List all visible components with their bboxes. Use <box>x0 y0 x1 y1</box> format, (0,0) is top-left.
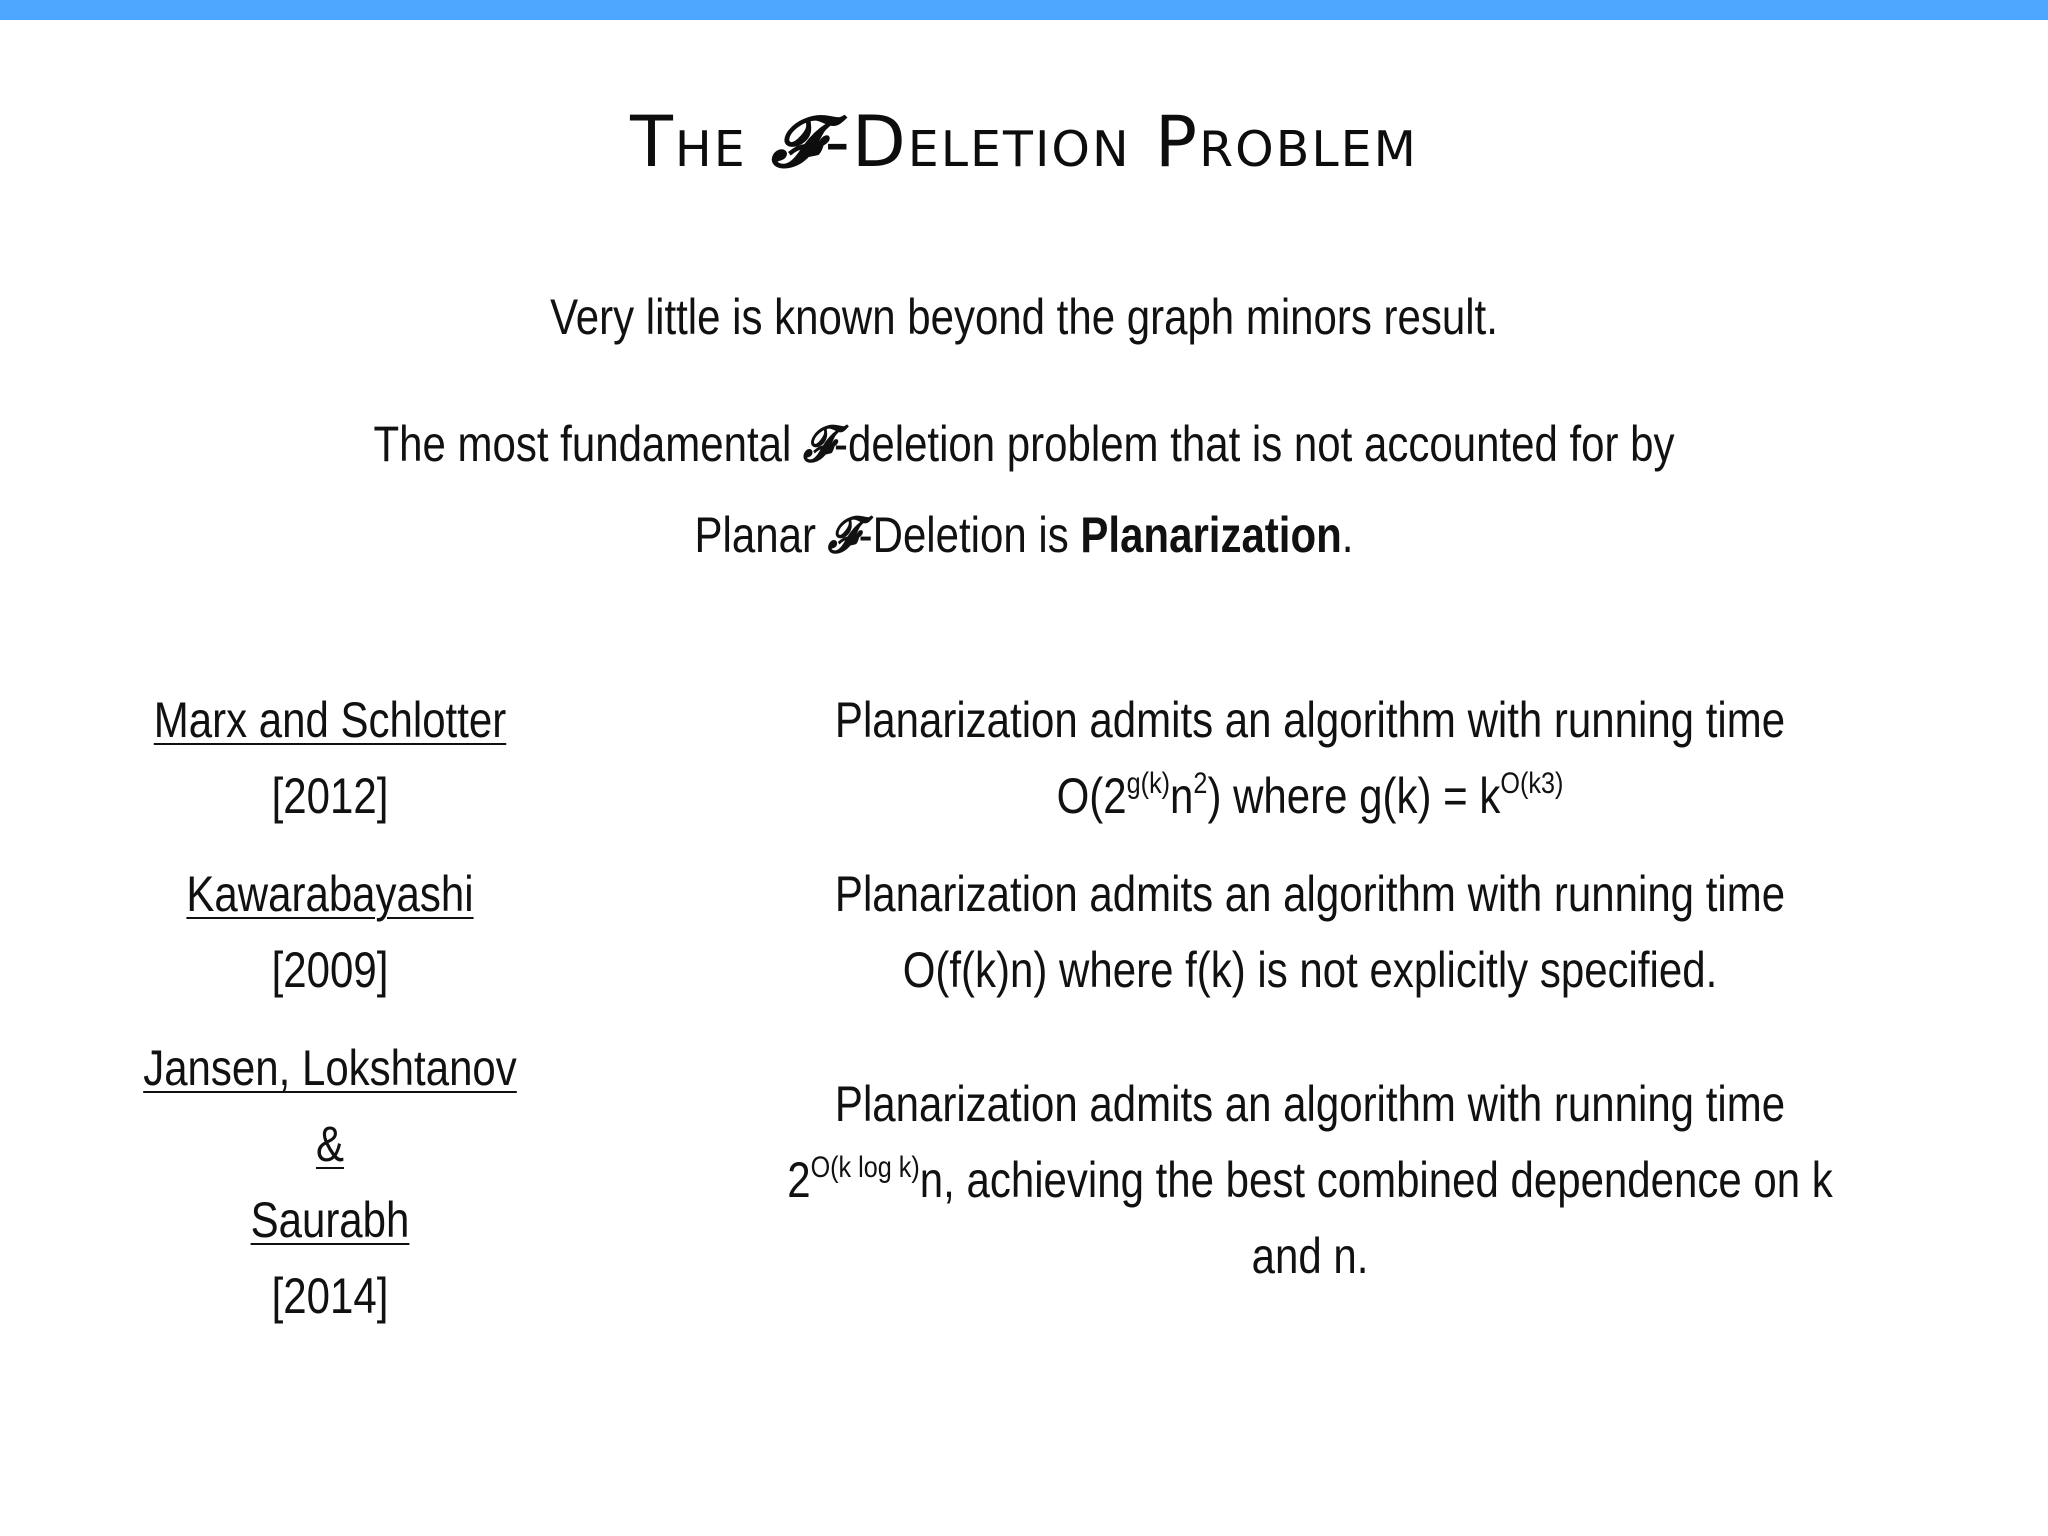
fundamental-script-f-symbol: 𝓕 <box>803 414 835 473</box>
reference-link-saurabh[interactable]: Saurabh <box>250 1192 410 1248</box>
complexity-part: O(2 <box>1056 768 1127 824</box>
result-description-1 <box>747 682 1873 834</box>
reference-year: [2014] <box>271 1268 389 1324</box>
fundamental-text-b: -deletion problem that is not accounted for by <box>834 416 1675 472</box>
result-complexity-line <box>747 758 1873 834</box>
title-suffix: -Deletion Problem <box>824 101 1418 183</box>
complexity-superscript: O(k3) <box>1500 767 1564 800</box>
result-complexity-line <box>747 1142 1873 1294</box>
reference-year: [2009] <box>271 942 389 998</box>
fundamental-text-a: The most fundamental <box>373 416 804 472</box>
intro-line: Very little is known beyond the graph minors result. <box>550 289 1498 345</box>
complexity-part: n <box>1170 768 1194 824</box>
reference-marx-schlotter <box>137 682 523 834</box>
planar-text-b: -Deletion is <box>858 507 1081 563</box>
planar-text-a: Planar <box>694 507 828 563</box>
result-description-2 <box>747 856 1873 1008</box>
top-accent-bar <box>0 0 2048 20</box>
result-text-line: Planarization admits an algorithm with running time <box>834 866 1786 922</box>
reference-link-kawarabayashi[interactable]: Kawarabayashi <box>186 866 474 922</box>
complexity-part: ) where g(k) = k <box>1207 768 1501 824</box>
result-description-3 <box>747 1066 1873 1294</box>
reference-kawarabayashi <box>137 856 523 1008</box>
complexity-superscript: 2 <box>1193 767 1208 800</box>
complexity-superscript: g(k) <box>1126 767 1171 800</box>
title-prefix: The <box>630 101 771 183</box>
complexity-part: n, achieving the best combined dependence on k and n. <box>919 1152 1833 1284</box>
planarization-line <box>164 505 1884 565</box>
planar-period: . <box>1341 507 1354 563</box>
complexity-part: 2 <box>787 1152 811 1208</box>
planar-script-f-symbol: 𝓕 <box>827 505 859 564</box>
complexity-superscript: O(k log k) <box>810 1151 920 1184</box>
result-complexity-line: O(f(k)n) where f(k) is not explicitly specified. <box>902 942 1718 998</box>
slide-title <box>0 100 2048 184</box>
reference-link-marx-schlotter[interactable]: Marx and Schlotter <box>153 692 507 748</box>
fundamental-line <box>164 414 1884 474</box>
result-text-line: Planarization admits an algorithm with running time <box>834 1076 1786 1132</box>
reference-year: [2012] <box>271 768 389 824</box>
reference-jansen-lokshtanov-saurabh <box>137 1030 523 1334</box>
title-script-f-symbol: 𝓕 <box>770 100 825 183</box>
planarization-term: Planarization <box>1080 507 1342 563</box>
reference-link-jansen-lokshtanov[interactable]: Jansen, Lokshtanov & <box>143 1040 517 1172</box>
result-text-line: Planarization admits an algorithm with running time <box>834 692 1786 748</box>
